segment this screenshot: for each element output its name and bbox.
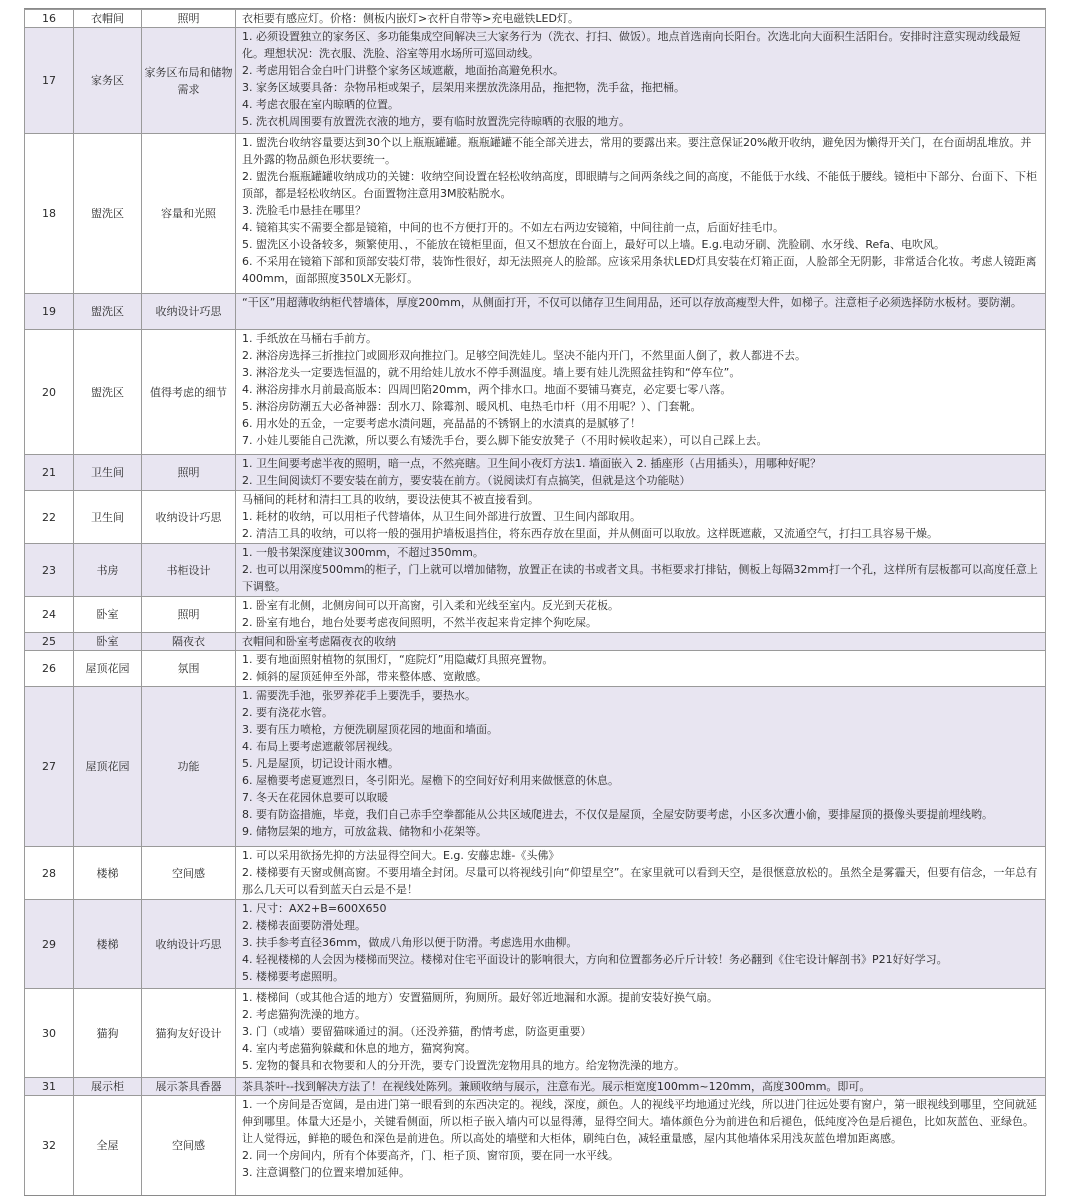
row-topic: 功能: [142, 687, 236, 847]
row-number: 25: [25, 633, 74, 651]
table-row: [25, 544, 1046, 597]
row-content: [236, 687, 1046, 847]
content-line: 衣帽间和卧室考虑隔夜衣的收纳: [242, 635, 396, 648]
table-row: [25, 989, 1046, 1078]
row-number: 21: [25, 455, 74, 491]
row-topic: 氛围: [142, 651, 236, 687]
content-line: 2. 同一个房间内，所有个体要高齐，门、柜子顶、窗帘顶，要在同一水平线。: [242, 1149, 619, 1162]
row-topic: 猫狗友好设计: [142, 989, 236, 1078]
row-topic: 展示茶具香器: [142, 1078, 236, 1096]
row-number: 28: [25, 847, 74, 900]
content-line: 2. 倾斜的屋顶延伸至外部，带来整体感、宽敞感。: [242, 670, 487, 683]
content-line: 6. 不采用在镜箱下部和顶部安装灯带，装饰性很好，却无法照亮人的脸部。应该采用条状LED灯具安装在灯箱正面，人脸部全无阴影，非常适合化妆。考虑人镜距离400mm，面部照度350LX无影灯。: [242, 255, 1037, 285]
content-line: “干区”用超薄收纳柜代替墙体，厚度200mm，从侧面打开，不仅可以储存卫生间用品，还可以存放高瘦型大件，如梯子。注意柜子必须选择防水板材。要防潮。: [242, 296, 1022, 309]
row-content: [236, 1078, 1046, 1096]
row-topic: 空间感: [142, 847, 236, 900]
content-line: 4. 淋浴房排水月前最高版本：四周凹陷20mm，两个排水口。地面不要铺马赛克，必定要七零八落。: [242, 383, 732, 396]
row-number: 29: [25, 900, 74, 989]
content-line: 3. 要有压力喷枪，方便洗刷屋顶花园的地面和墙面。: [242, 723, 498, 736]
table-row: [25, 10, 1046, 28]
content-line: 1. 必须设置独立的家务区、多功能集成空间解决三大家务行为（洗衣、打扫、做饭）。地点首选南向长阳台。次选北向大面积生活阳台。安排时注意实现动线最短化。理想状况：洗衣服、洗脸、浴室等用水场所可巡回动线。: [242, 30, 1021, 60]
content-line: 2. 楼梯要有天窗或侧高窗。不要用墙全封闭。尽量可以将视线引向“仰望星空”。在家里就可以看到天空，是很惬意放松的。虽然全是雾霾天，但要有信念，一年总有那么几天可以看到蓝天白云是不是！: [242, 866, 1038, 896]
content-line: 3. 洗脸毛巾悬挂在哪里？: [242, 204, 366, 217]
row-topic: 空间感: [142, 1096, 236, 1196]
row-topic: 家务区布局和储物需求: [142, 28, 236, 134]
row-area: 衣帽间: [74, 10, 142, 28]
content-line: 8. 要有防盗措施，毕竟，我们自己赤手空拳都能从公共区域爬进去，不仅仅是屋顶，全屋安防要考虑，小区多次遭小偷，要排屋顶的摄像头要提前埋线哟。: [242, 808, 993, 821]
content-line: 2. 考虑用铝合金白叶门讲整个家务区域遮蔽，地面抬高避免积水。: [242, 64, 564, 77]
row-number: 31: [25, 1078, 74, 1096]
row-content: [236, 544, 1046, 597]
row-content: [236, 1096, 1046, 1196]
row-area: 书房: [74, 544, 142, 597]
row-area: 盥洗区: [74, 330, 142, 455]
content-line: 2. 考虑猫狗洗澡的地方。: [242, 1008, 366, 1021]
row-area: 卧室: [74, 597, 142, 633]
row-area: 卧室: [74, 633, 142, 651]
content-line: 5. 凡是屋顶，切记设计雨水槽。: [242, 757, 399, 770]
content-line: 4. 考虑衣服在室内晾晒的位置。: [242, 98, 399, 111]
row-content: [236, 597, 1046, 633]
row-number: 24: [25, 597, 74, 633]
content-line: 1. 尺寸：AX2+B=600X650: [242, 902, 387, 915]
content-line: 5. 盥洗区小设备较多，频繁使用、，不能放在镜柜里面，但又不想放在台面上，最好可以上墙。E.g.电动牙刷、洗脸刷、水牙线、Refa、电吹风。: [242, 238, 945, 251]
notes-table-sheet: [24, 8, 1046, 1196]
content-line: 1. 手纸放在马桶右手前方。: [242, 332, 377, 345]
row-area: 屋顶花园: [74, 651, 142, 687]
table-row: [25, 633, 1046, 651]
content-line: 4. 镜箱其实不需要全都是镜箱，中间的也不方便打开的。不如左右两边安镜箱，中间往前一点，后面好挂毛巾。: [242, 221, 784, 234]
row-number: 22: [25, 491, 74, 544]
content-line: 1. 楼梯间（或其他合适的地方）安置猫厕所，狗厕所。最好邻近地漏和水源。提前安装好换气扇。: [242, 991, 718, 1004]
row-area: 家务区: [74, 28, 142, 134]
row-content: [236, 633, 1046, 651]
row-content: [236, 10, 1046, 28]
content-line: 1. 一个房间是否宽阔，是由进门第一眼看到的东西决定的。视线，深度，颜色。人的视线平均地通过光线，所以进门往远处要有窗户，第一眼视线到哪里，空间就延伸到哪里。体量大还是小，关键看侧面，所以柜子嵌入墙内可以显得薄，显得空间大。墙体颜色分为前进色和后褪色，低纯度冷色是后褪色，比如灰蓝色、亚绿色。让人觉得远，鲜艳的暖色和深色是前进色。所以高处的墙壁和大柜体，刷纯白色，减轻重量感，屋内其他墙体采用浅灰蓝色增加距离感。: [242, 1098, 1037, 1145]
content-line: 1. 要有地面照射植物的氛围灯，“庭院灯”用隐藏灯具照亮置物。: [242, 653, 554, 666]
row-content: [236, 455, 1046, 491]
row-area: 卫生间: [74, 491, 142, 544]
content-line: 5. 宠物的餐具和衣物要和人的分开洗，要专门设置洗宠物用具的地方。给宠物洗澡的地方。: [242, 1059, 685, 1072]
content-line: 1. 耗材的收纳，可以用柜子代替墙体，从卫生间外部进行放置、卫生间内部取用。: [242, 510, 641, 523]
content-line: 1. 盥洗台收纳容量要达到30个以上瓶瓶罐罐。瓶瓶罐罐不能全部关进去，常用的要露出来。要注意保证20%敞开收纳，避免因为懒得开关门，在台面胡乱堆放。并且外露的物品颜色形状要统一。: [242, 136, 1032, 166]
content-line: 6. 用水处的五金，一定要考虑水渍问题，亮晶晶的不锈钢上的水渍真的是腻够了！: [242, 417, 641, 430]
row-number: 20: [25, 330, 74, 455]
content-line: 1. 卧室有北侧，北侧房间可以开高窗，引入柔和光线至室内。反光到天花板。: [242, 599, 619, 612]
row-number: 17: [25, 28, 74, 134]
table-row: [25, 294, 1046, 330]
row-content: [236, 900, 1046, 989]
content-line: 3. 门（或墙）要留猫咪通过的洞。（还没养猫，酌情考虑，防盗更重要）: [242, 1025, 592, 1038]
table-row: [25, 491, 1046, 544]
row-area: 全屋: [74, 1096, 142, 1196]
row-topic: 容量和光照: [142, 134, 236, 294]
content-line: 2. 楼梯表面要防滑处理。: [242, 919, 366, 932]
row-number: 27: [25, 687, 74, 847]
table-row: [25, 330, 1046, 455]
row-topic: 收纳设计巧思: [142, 491, 236, 544]
content-line: 2. 要有浇花水管。: [242, 706, 333, 719]
content-line: 1. 卫生间要考虑半夜的照明，暗一点，不然亮瞎。卫生间小夜灯方法1. 墙面嵌入 2. 插座形（占用插头），用哪种好呢？: [242, 457, 821, 470]
row-number: 19: [25, 294, 74, 330]
content-line: 3. 扶手参考直径36mm，做成八角形以便于防滑。考虑选用水曲柳。: [242, 936, 578, 949]
row-content: [236, 989, 1046, 1078]
content-line: 3. 家务区域要具备：杂物吊柜或架子，层架用来摆放洗涤用品，拖把物，洗手盆，拖把桶。: [242, 81, 685, 94]
row-number: 30: [25, 989, 74, 1078]
content-line: 4. 室内考虑猫狗躲藏和休息的地方，猫窝狗窝。: [242, 1042, 476, 1055]
row-topic: 照明: [142, 455, 236, 491]
row-area: 屋顶花园: [74, 687, 142, 847]
table-row: [25, 455, 1046, 491]
table-row: [25, 1096, 1046, 1196]
row-content: [236, 330, 1046, 455]
row-content: [236, 847, 1046, 900]
table-row: [25, 1078, 1046, 1096]
row-content: [236, 651, 1046, 687]
row-topic: 隔夜衣: [142, 633, 236, 651]
content-line: 7. 冬天在花园休息要可以取暖: [242, 791, 388, 804]
table-row: [25, 900, 1046, 989]
row-area: 楼梯: [74, 900, 142, 989]
content-line: 2. 清洁工具的收纳，可以将一般的强用护墙板退挡住，将东西存放在里面，并从侧面可以取放。这样既遮蔽，又流通空气，打扫工具容易干燥。: [242, 527, 938, 540]
row-area: 楼梯: [74, 847, 142, 900]
row-content: [236, 491, 1046, 544]
row-number: 26: [25, 651, 74, 687]
content-line: 3. 淋浴龙头一定要选恒温的，就不用给娃儿放水不停手测温度。墙上要有娃儿洗照盆挂钩和“停车位”。: [242, 366, 741, 379]
row-area: 展示柜: [74, 1078, 142, 1096]
row-topic: 收纳设计巧思: [142, 294, 236, 330]
row-area: 盥洗区: [74, 294, 142, 330]
table-row: [25, 687, 1046, 847]
content-line: 1. 可以采用欲扬先抑的方法显得空间大。E.g. 安藤忠雄-《头佛》: [242, 849, 560, 862]
content-line: 茶具茶叶--找到解决方法了！在视线处陈列。兼顾收纳与展示，注意布光。展示柜宽度100mm~120mm，高度300mm。即可。: [242, 1080, 871, 1093]
content-line: 7. 小娃儿要能自己洗漱，所以要么有矮洗手台，要么脚下能安放凳子（不用时候收起来），可以自己踩上去。: [242, 434, 768, 447]
content-line: 5. 洗衣机周围要有放置洗衣液的地方，要有临时放置洗完待晾晒的衣服的地方。: [242, 115, 630, 128]
home-design-notes-table: [24, 9, 1046, 1196]
row-number: 23: [25, 544, 74, 597]
table-row: [25, 134, 1046, 294]
row-area: 卫生间: [74, 455, 142, 491]
content-line: 4. 轻视楼梯的人会因为楼梯而哭泣。楼梯对住宅平面设计的影响很大，方向和位置都务必斤斤计较！务必翻到《住宅设计解剖书》P21好好学习。: [242, 953, 948, 966]
content-line: 2. 淋浴房选择三折推拉门或圆形双向推拉门。足够空间洗娃儿。坚决不能内开门，不然里面人倒了，救人都进不去。: [242, 349, 806, 362]
row-number: 32: [25, 1096, 74, 1196]
content-line: 5. 楼梯要考虑照明。: [242, 970, 344, 983]
row-topic: 收纳设计巧思: [142, 900, 236, 989]
content-line: 2. 也可以用深度500mm的柜子，门上就可以增加储物，放置正在读的书或者文具。书柜要求打排钻，侧板上每隔32mm打一个孔，这样所有层板都可以高度任意上下调整。: [242, 563, 1038, 593]
row-content: [236, 134, 1046, 294]
content-line: 衣柜要有感应灯。价格：侧板内嵌灯>衣杆自带等>充电磁铁LED灯。: [242, 12, 579, 25]
table-row: [25, 651, 1046, 687]
content-line: 2. 卧室有地台，地台处要考虑夜间照明，不然半夜起来肯定摔个狗吃屎。: [242, 616, 597, 629]
row-area: 猫狗: [74, 989, 142, 1078]
row-number: 18: [25, 134, 74, 294]
row-topic: 值得考虑的细节: [142, 330, 236, 455]
row-number: 16: [25, 10, 74, 28]
content-line: 1. 需要洗手池，张罗养花手上要洗手，要热水。: [242, 689, 476, 702]
row-topic: 照明: [142, 10, 236, 28]
row-area: 盥洗区: [74, 134, 142, 294]
row-topic: 书柜设计: [142, 544, 236, 597]
table-row: [25, 847, 1046, 900]
content-line: 马桶间的耗材和清扫工具的收纳，要设法使其不被直接看到。: [242, 493, 539, 506]
content-line: 9. 储物层架的地方，可放盆栽、储物和小花架等。: [242, 825, 487, 838]
table-row: [25, 28, 1046, 134]
row-content: [236, 28, 1046, 134]
table-body: [25, 10, 1046, 1196]
content-line: 4. 布局上要考虑遮蔽邻居视线。: [242, 740, 399, 753]
content-line: 3. 注意调整门的位置来增加延伸。: [242, 1166, 410, 1179]
table-row: [25, 597, 1046, 633]
row-content: [236, 294, 1046, 330]
content-line: 1. 一般书架深度建议300mm，不超过350mm。: [242, 546, 484, 559]
content-line: 2. 盥洗台瓶瓶罐罐收纳成功的关键：收纳空间设置在轻松收纳高度，即眼睛与之间两条线之间的高度，不能低于水线、不能低于腰线。镜柜中下部分、台面下、下柜顶部，都是轻松收纳区。台面置物注意用3M胶粘脱水。: [242, 170, 1037, 200]
content-line: 6. 屋檐要考虑夏遮烈日，冬引阳光。屋檐下的空间好好利用来做惬意的休息。: [242, 774, 619, 787]
row-topic: 照明: [142, 597, 236, 633]
content-line: 2. 卫生间阅读灯不要安装在前方，要安装在前方。（说阅读灯有点搞笑，但就是这个功能哒）: [242, 474, 691, 487]
content-line: 5. 淋浴房防潮五大必备神器：刮水刀、除霉剂、暖风机、电热毛巾杆（用不用呢？）、门套靴。: [242, 400, 702, 413]
